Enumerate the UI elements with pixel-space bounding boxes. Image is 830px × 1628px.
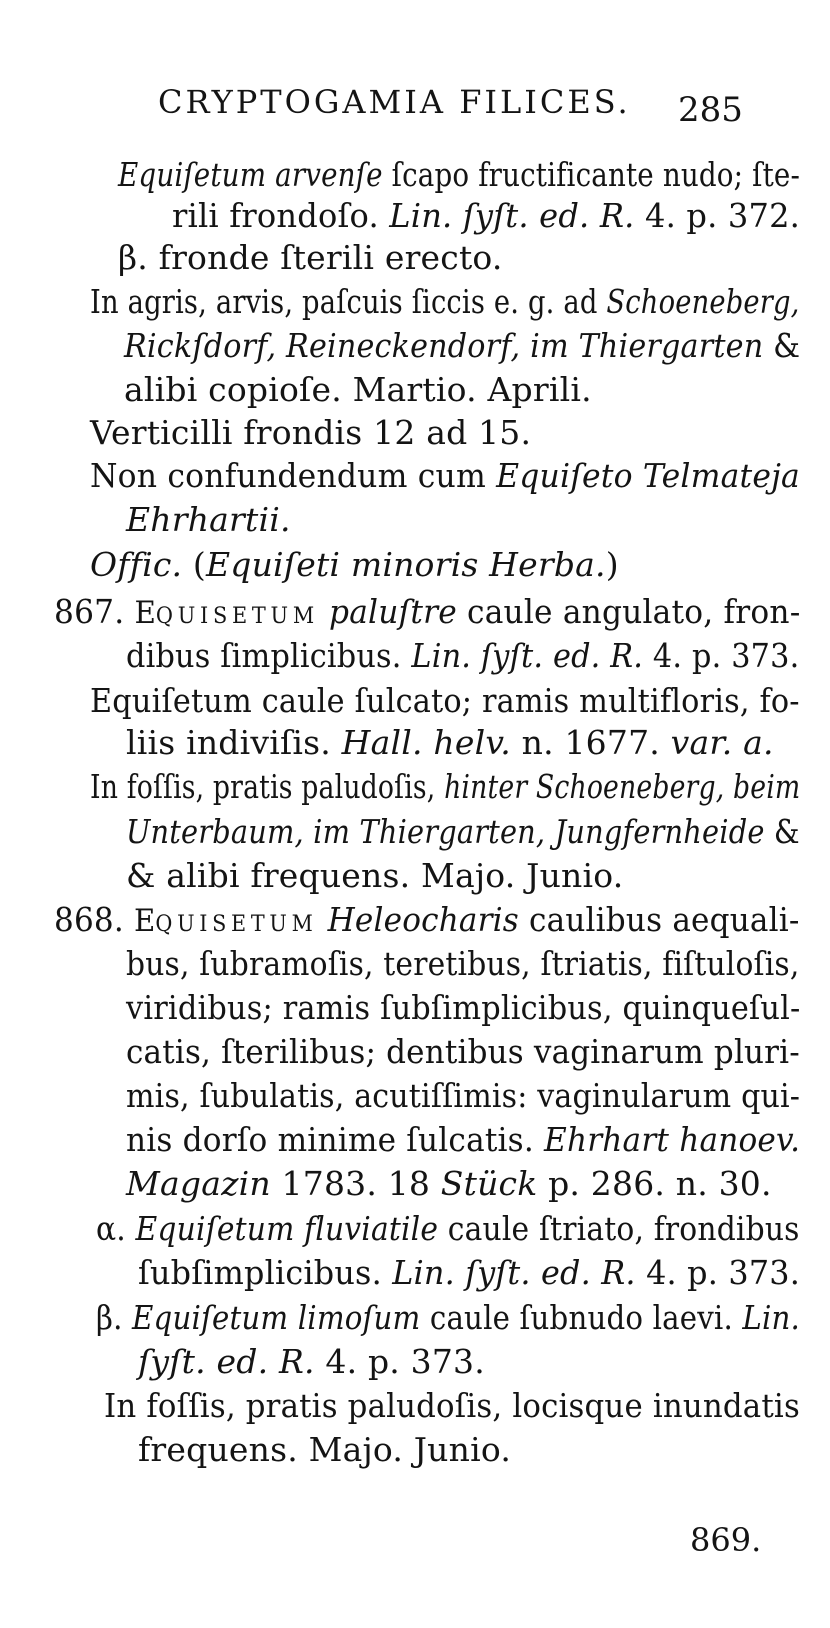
entry-number: 867. — [54, 592, 135, 631]
catchword: 869. — [690, 1521, 762, 1559]
text-line: Verticilli frondis 12 ad 15. — [90, 413, 532, 452]
text-line: bus, ſubramoſis, teretibus, ſtriatis, fiſtuloſis, — [126, 944, 800, 983]
text-line: Rickſdorf, Reineckendorf, im Thiergarten & — [124, 326, 801, 365]
text-line: ſyſt. ed. R. 4. p. 373. — [138, 1342, 485, 1381]
text-line: rili frondoſo. Lin. ſyſt. ed. R. 4. p. 372. — [172, 196, 801, 235]
text-line: catis, ſterilibus; dentibus vaginarum pluri- — [126, 1032, 800, 1071]
text-line: Ehrhartii. — [126, 500, 291, 539]
text-line: Non confundendum cum Equiſeto Telmateja — [90, 456, 800, 495]
text-line: frequens. Majo. Junio. — [138, 1430, 512, 1469]
text-line: In agris, arvis, paſcuis ſiccis e. g. ad Schoeneberg, — [90, 282, 800, 321]
text-line: alibi copioſe. Martio. Aprili. — [124, 370, 592, 409]
text-line: Equiſetum arvenſe ſcapo fructificante nudo; ſte- — [118, 155, 801, 194]
species-entry-868: 868. EQUISETUM Heleocharis caulibus aequali- — [54, 900, 800, 939]
text-line: dibus ſimplicibus. Lin. ſyſt. ed. R. 4. p. 373. — [126, 636, 800, 675]
text-line: viridibus; ramis ſubſimplicibus, quinqueſul- — [126, 988, 801, 1027]
running-title: CRYPTOGAMIA FILICES. — [158, 83, 631, 121]
text-line: Unterbaum, im Thiergarten, Jungfernheide & — [126, 812, 800, 851]
text-line: In foſſis, pratis paludoſis, locisque inundatis — [104, 1386, 800, 1425]
species-entry-867: 867. EQUISETUM paluſtre caule angulato, fron- — [54, 592, 801, 631]
text-line: & alibi frequens. Majo. Junio. — [126, 856, 624, 895]
text-line: nis dorſo minime ſulcatis. Ehrhart hanoev. — [126, 1120, 801, 1159]
text-line: ſubſimplicibus. Lin. ſyſt. ed. R. 4. p. 373. — [138, 1253, 801, 1292]
text-line: Magazin 1783. 18 Stück p. 286. n. 30. — [126, 1164, 772, 1203]
text-line: Offic. (Equiſeti minoris Herba.) — [90, 545, 619, 584]
text-line: Equiſetum caule ſulcato; ramis multifloris, fo- — [90, 681, 800, 720]
text-line: In foſſis, pratis paludoſis, hinter Schoeneberg, beim — [90, 767, 801, 806]
text-line: mis, ſubulatis, acutiſſimis: vaginularum qui- — [126, 1076, 801, 1115]
variety-alpha: α. Equiſetum fluviatile caule ſtriato, frondibus — [96, 1209, 800, 1248]
text-line: β. fronde ſterili erecto. — [118, 238, 503, 277]
entry-number: 868. — [54, 900, 135, 939]
text-line: liis indiviſis. Hall. helv. n. 1677. var. a. — [126, 723, 774, 762]
page-number: 285 — [678, 90, 743, 130]
variety-beta: β. Equiſetum limoſum caule ſubnudo laevi. Lin. — [96, 1298, 800, 1337]
